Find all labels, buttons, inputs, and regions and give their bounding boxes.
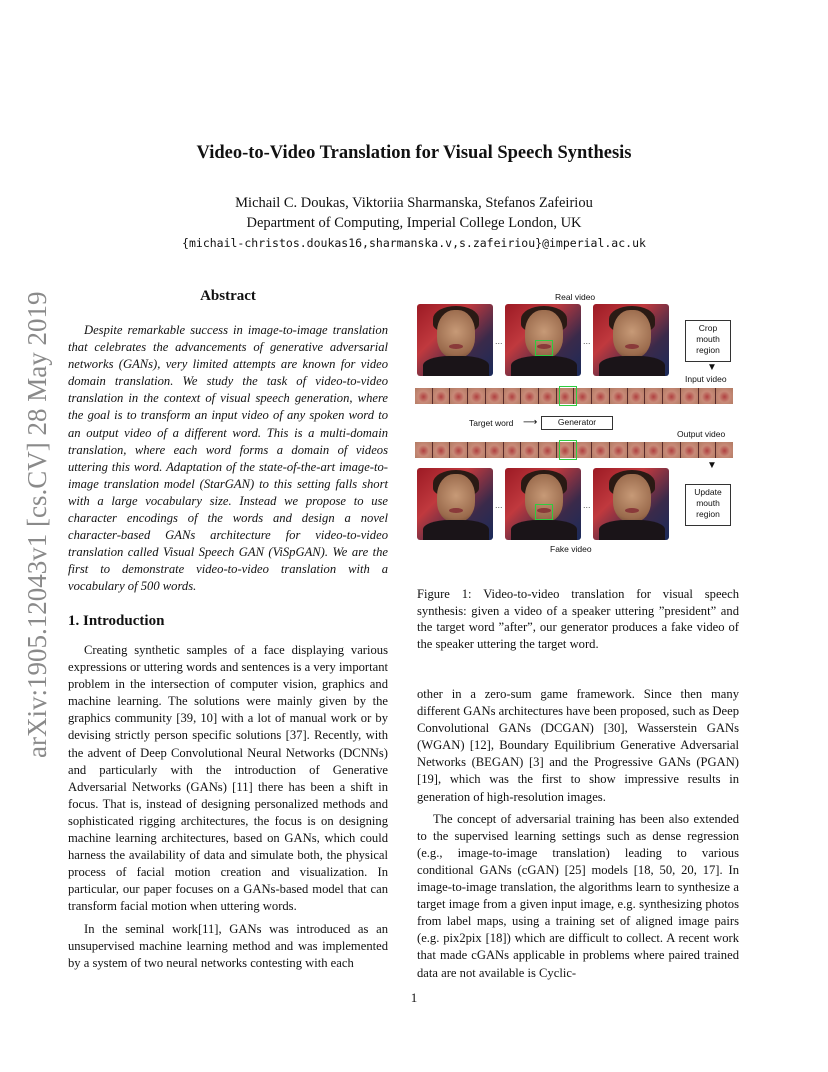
intro-paragraph-1: Creating synthetic samples of a face displaying various expressions or uttering words and sentences is a very important problem in the intersection of computer vision, graphics and machine learning. The solutions were mainly given by the graphics community [39, 10] with a lot of manual work or by devising strictly person specific solutions [37]. Recently, with the advent of Deep Convolutional Neural Networks (DCNNs) and particularly with the introduction of Generative Adversarial Networks (GANs) [11] there has been a shift in focus. That is, instead of designing personalized methods and sophisticated rigging architectures, the focus is on designing machine learning architectures, based on GANs, which could harness the availability of data and simulate both, the physical process of facial motion creation and visualization. In particular, our paper focuses on a GANs-based model that can transform facial motion when uttering words. (68, 643, 388, 914)
intro-paragraph-2: In the seminal work[11], GANs was introduced as an unsupervised machine learning method and was implemented by a system of two neural networks contesting with each (68, 921, 388, 970)
label-target-word: Target word (469, 418, 514, 428)
fake-frame-3 (593, 468, 669, 540)
author-emails: {michail-christos.doukas16,sharmanska.v,s.zafeiriou}@imperial.ac.uk (182, 236, 646, 250)
abstract-text: Despite remarkable success in image-to-image translation that celebrates the advancements of generative adversarial networks (GANs), very limited attempts are known for video domain translation. We study the task of video-to-video translation in the context of visual speech generation, where the goal is to transform an input video of any spoken word to an output video of a different word. This is a multi-domain translation, where each word forms a domain of videos uttering this word. Adaptation of the state-of-the-art image-to-image translation model (StarGAN) to this setting falls short with a large vocabulary size. Instead we propose to use character encodings of the words and design a novel character-based GANs architecture for video-to-video translation called Visual Speech GAN (ViSpGAN). We are the first to demonstrate video-to-video translation with a vocabulary of 500 words. (68, 323, 388, 594)
intro-paragraph-2-continued: other in a zero-sum game framework. Since then many different GANs architectures have been proposed, such as Deep Convolutional GANs (DCGAN) [30], Wasserstein GANs (WGAN) [12], Boundary Equilibrium Generative Adversarial Networks (BEGAN) [3] and the Progressive GANs (PGAN) [19], which was the first to show impressive results in generation of high-resolution images. (417, 687, 739, 804)
arrow-right-icon: ⟶ (523, 417, 538, 428)
affiliation: Department of Computing, Imperial College London, UK (246, 215, 582, 231)
arrow-down-icon: ▼ (707, 460, 717, 471)
label-output-video: Output video (677, 429, 726, 439)
real-frame-3 (593, 304, 669, 376)
right-column-body (417, 686, 739, 982)
ellipsis: ... (583, 500, 591, 510)
generator-box: Generator (541, 416, 613, 430)
real-frame-1 (417, 304, 493, 376)
section-heading-introduction: 1. Introduction (68, 613, 165, 629)
ellipsis: ... (495, 500, 503, 510)
input-strip-highlight (559, 386, 577, 406)
output-strip-highlight (559, 440, 577, 460)
author-list: Michail C. Doukas, Viktoriia Sharmanska, Stefanos Zafeiriou (235, 195, 593, 211)
paper-title: Video-to-Video Translation for Visual Speech Synthesis (196, 143, 632, 163)
page-number: 1 (410, 990, 418, 1005)
figure-caption (417, 586, 739, 652)
label-input-video: Input video (685, 374, 727, 384)
abstract-heading: Abstract (200, 288, 256, 304)
ellipsis: ... (583, 336, 591, 346)
figure-1 (415, 292, 745, 562)
label-real-video: Real video (555, 292, 596, 302)
crop-mouth-box: Crop mouth region (685, 320, 731, 362)
mouth-update-highlight (535, 504, 553, 520)
ellipsis: ... (495, 336, 503, 346)
arxiv-stamp: arXiv:1905.12043v1 [cs.CV] 28 May 2019 (22, 291, 52, 758)
caption-text: Video-to-video translation for visual speech synthesis: given a video of a speaker uttering ”president” and the target word ”after”, our generator produces a fake video of the speaker uttering the target word. (417, 587, 740, 651)
intro-paragraph-3: The concept of adversarial training has been also extended to the supervised learning settings such as dense regression (e.g., image-to-image translation) leading to various conditional GANs (cGAN) [25] models [18, 50, 20, 17]. In image-to-image translation, the algorithms learn to synthesize a target image from a given input image, e.g. synthesizing photos from label maps, using a training set of aligned image pairs (e.g. pix2pix [18]) which are difficult to collect. A recent work that made cGANs applicable in problems where paired trained data are not available is Cyclic- (417, 811, 739, 980)
left-column-body (68, 642, 388, 972)
update-mouth-box: Update mouth region (685, 484, 731, 526)
fake-frame-1 (417, 468, 493, 540)
label-fake-video: Fake video (550, 544, 592, 554)
arrow-down-icon: ▼ (707, 362, 717, 373)
caption-prefix: Figure 1: (417, 587, 472, 601)
mouth-crop-highlight (535, 340, 553, 356)
